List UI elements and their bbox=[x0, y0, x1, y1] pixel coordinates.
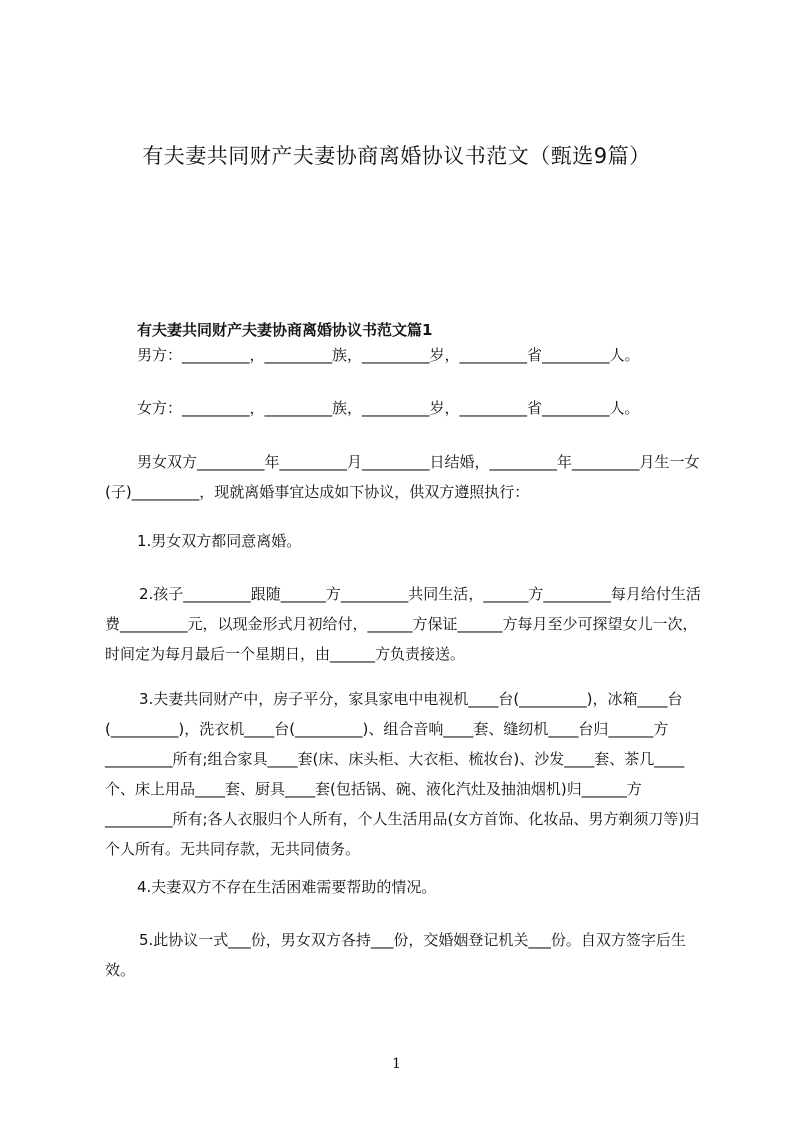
woman-info-line: 女方：_________，_________族，_________岁，_________省_________人。 bbox=[137, 399, 640, 417]
marriage-paragraph: 男女双方_________年_________月_________日结婚，_________年_________月生一女(子)_________，现就离婚事宜达成如下协议，供双方遵照执行： bbox=[105, 453, 700, 501]
clause-4: 4.夫妻双方不存在生活困难需要帮助的情况。 bbox=[137, 878, 437, 896]
clause-2: 2.孩子_________跟随______方_________共同生活，______方_________每月给付生活费_________元，以现金形式月初给付，______方保证______方每月至少可探望女儿一次，时间定为每月最后一个星期日，由______方负责接送。 bbox=[105, 585, 701, 663]
document-title: 有夫妻共同财产夫妻协商离婚协议书范文（甄选9篇） bbox=[142, 144, 651, 168]
clause-5: 5.此协议一式___份，男女双方各持___份，交婚姻登记机关___份。自双方签字后生效。 bbox=[105, 931, 686, 979]
man-info-line: 男方：_________，_________族，_________岁，_________省_________人。 bbox=[137, 346, 640, 364]
section-heading: 有夫妻共同财产夫妻协商离婚协议书范文篇1 bbox=[137, 321, 433, 339]
page-number: 1 bbox=[392, 1056, 401, 1072]
clause-1: 1.男女双方都同意离婚。 bbox=[137, 532, 302, 550]
clause-3: 3.夫妻共同财产中，房子平分，家具家电中电视机____台(_________)，冰箱____台(_________)，洗衣机____台(_________)、组合音响____套、缝纫机____台归______方_________所有;组合家具____套(床、床头柜、大衣柜、梳妆台)、沙发____套、茶几____个、床上用品____套、厨具____套(包括锅、碗、液化汽灶及抽油烟机)归______方_________所有;各人衣服归个人所有，个人生活用品(女方首饰、化妆品、男方剃须刀等)归个人所有。无共同存款，无共同债务。 bbox=[105, 690, 700, 858]
